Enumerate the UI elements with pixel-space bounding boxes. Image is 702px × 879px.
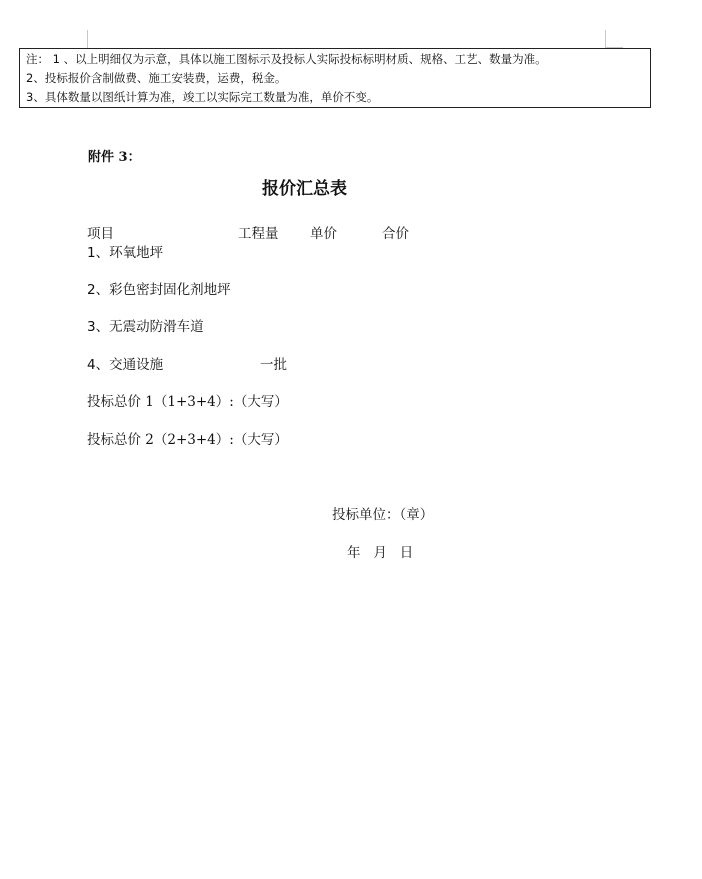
header-unit-price: 单价 — [310, 226, 337, 242]
header-item: 项目 — [87, 226, 114, 242]
note-line-3: 3、具体数量以图纸计算为准，竣工以实际完工数量为准，单价不变。 — [26, 90, 379, 104]
signature-date: 年 月 日 — [347, 545, 414, 561]
total-price-1: 投标总价 1（1+3+4）:（大写） — [87, 394, 288, 410]
notes-box — [19, 48, 651, 108]
row-label: 3、无震动防滑车道 — [87, 319, 204, 335]
bidder-unit-stamp: 投标单位：（章） — [332, 507, 434, 523]
note-line-1: 注： 1 、以上明细仅为示意，具体以施工图标示及投标人实际投标标明材质、规格、工艺、数量为准。 — [26, 52, 547, 66]
row-label: 4、交通设施 — [87, 357, 164, 373]
attachment-label: 附件 3： — [88, 150, 141, 165]
total-price-2: 投标总价 2（2+3+4）:（大写） — [87, 432, 288, 448]
row-label: 2、彩色密封固化剂地坪 — [87, 282, 231, 298]
row-quantity: 一批 — [260, 357, 287, 373]
row-label: 1、环氧地坪 — [87, 245, 164, 261]
note-line-2: 2、投标报价含制做费、施工安装费，运费，税金。 — [26, 71, 287, 85]
crop-mark-right — [605, 30, 606, 48]
header-total-price: 合价 — [382, 226, 409, 242]
crop-mark-left — [87, 30, 88, 48]
page-title: 报价汇总表 — [262, 179, 347, 199]
header-quantity: 工程量 — [238, 226, 279, 242]
